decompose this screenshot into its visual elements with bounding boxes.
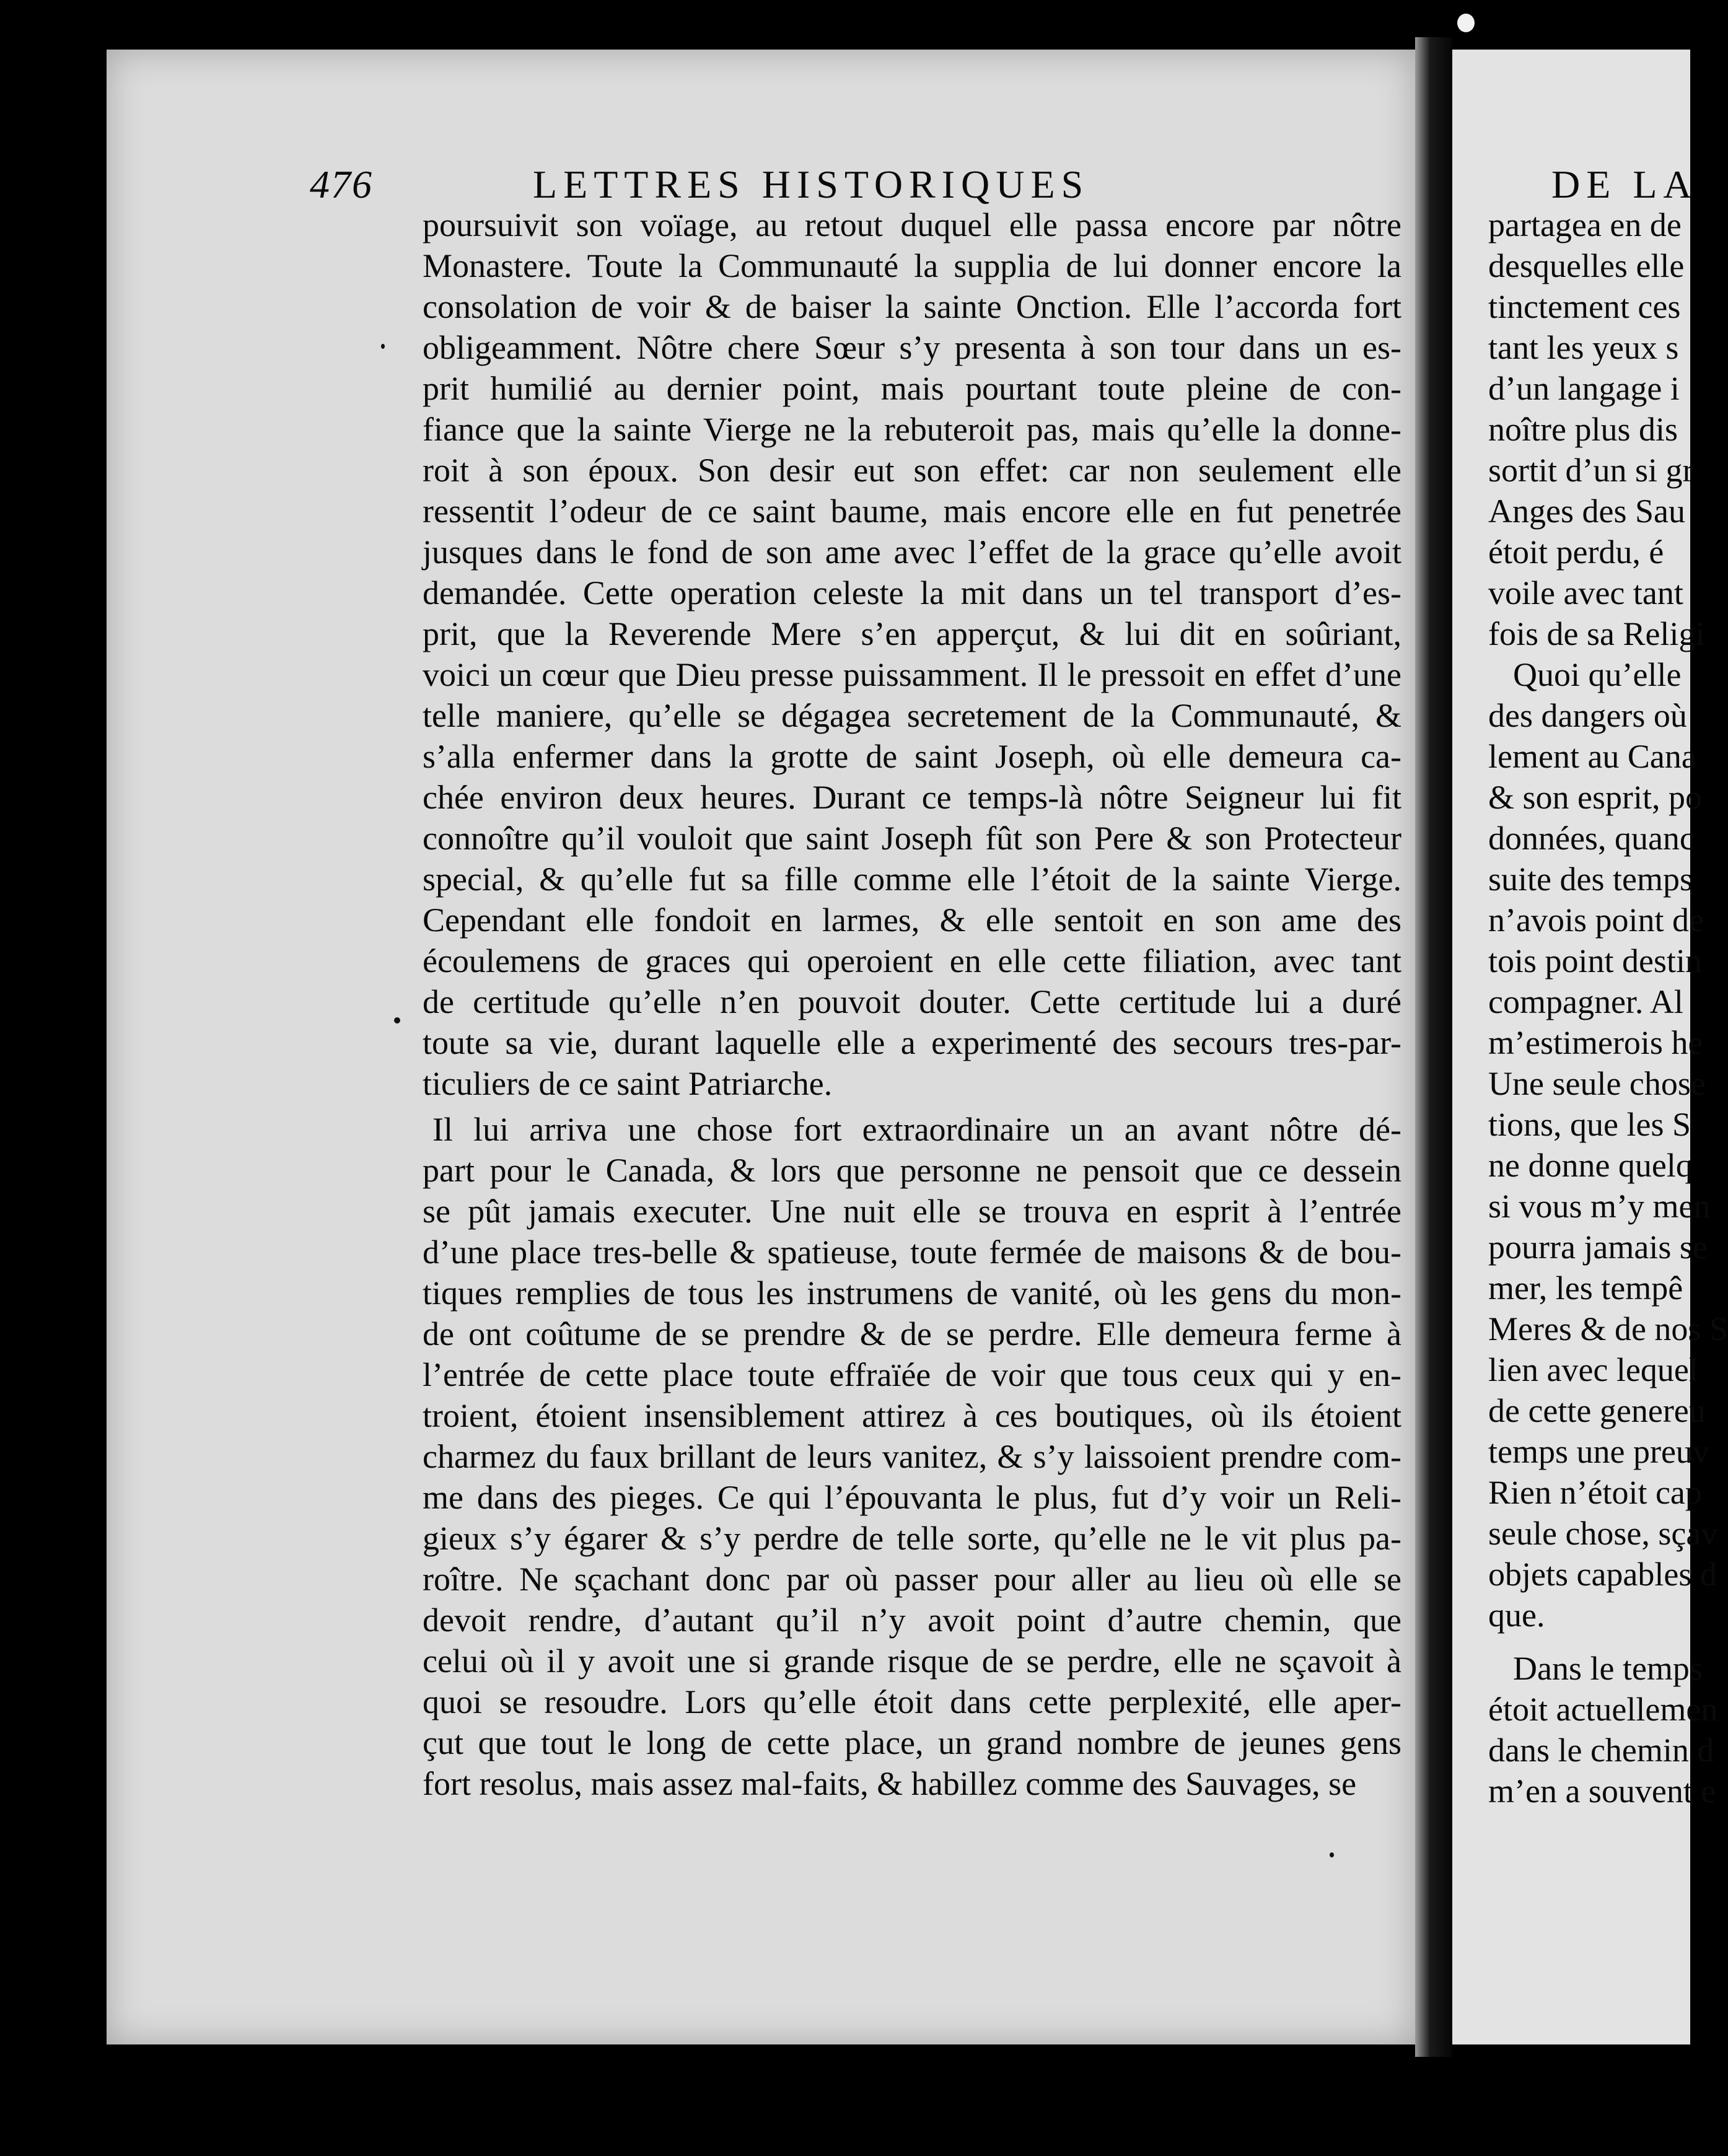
text-line: fort resolus, mais assez mal-faits, & habillez comme des Sauvages, se bbox=[423, 1765, 1357, 1802]
right-text-line: suite des temps bbox=[1488, 861, 1693, 898]
right-page bbox=[1452, 50, 1728, 2044]
text-line: gieux s’y égarer & s’y perdre de telle sorte, qu’elle ne le vit plus pa- bbox=[423, 1520, 1401, 1557]
text-line: Cependant elle fondoit en larmes, & elle sentoit en son ame des bbox=[423, 901, 1401, 939]
right-text-block bbox=[1488, 204, 1728, 1812]
right-text-line: que. bbox=[1488, 1597, 1545, 1634]
right-text-line: lien avec lequel bbox=[1488, 1351, 1698, 1388]
right-text-line: Rien n’étoit cap bbox=[1488, 1474, 1702, 1511]
text-line: prit humilié au dernier point, mais pourtant toute pleine de con- bbox=[423, 370, 1401, 407]
right-text-line: desquelles elle bbox=[1488, 247, 1685, 284]
right-text-line: fois de sa Religi bbox=[1488, 615, 1705, 652]
text-line: roître. Ne sçachant donc par où passer pour aller au lieu où elle se bbox=[423, 1561, 1401, 1598]
right-text-line: & son esprit, po bbox=[1488, 779, 1702, 816]
right-text-line: d’un langage i bbox=[1488, 370, 1680, 407]
text-line: Monastere. Toute la Communauté la supplia de lui donner encore la bbox=[423, 247, 1401, 284]
right-text-line: ne donne quelq bbox=[1488, 1147, 1693, 1184]
right-text-line: m’estimerois he bbox=[1488, 1024, 1703, 1061]
right-text-line: m’en a souvent e bbox=[1488, 1773, 1716, 1810]
right-text-line: si vous m’y men bbox=[1488, 1188, 1711, 1225]
right-text-line: noître plus dis bbox=[1488, 411, 1678, 448]
text-line: ressentit l’odeur de ce saint baume, mais encore elle en fut penetrée bbox=[423, 493, 1401, 530]
right-text-line: seule chose, sçav bbox=[1488, 1515, 1718, 1552]
text-line: me dans des pieges. Ce qui l’épouvanta le plus, fut d’y voir un Reli- bbox=[423, 1479, 1401, 1516]
page-number: 476 bbox=[310, 162, 373, 206]
scan-speck bbox=[1330, 1852, 1334, 1857]
text-line: quoi se resoudre. Lors qu’elle étoit dans cette perplexité, elle aper- bbox=[423, 1683, 1401, 1720]
text-line: fiance que la sainte Vierge ne la rebuteroit pas, mais qu’elle la donne- bbox=[423, 411, 1401, 448]
text-line: obligeamment. Nôtre chere Sœur s’y presenta à son tour dans un es- bbox=[423, 329, 1401, 366]
text-line: voici un cœur que Dieu presse puissamment. Il le pressoit en effet d’une bbox=[423, 656, 1401, 693]
scan-speck bbox=[381, 344, 385, 349]
scan-speck bbox=[1457, 14, 1475, 32]
right-text-line: tinctement ces bbox=[1488, 288, 1681, 325]
right-text-line: partagea en de bbox=[1488, 206, 1682, 243]
text-line: celui où il y avoit une si grande risque de se perdre, elle ne sçavoit à bbox=[423, 1642, 1401, 1680]
text-line: roit à son époux. Son desir eut son effet: car non seulement elle bbox=[423, 452, 1401, 489]
text-line: telle maniere, qu’elle se dégagea secretement de la Communauté, & bbox=[423, 697, 1401, 734]
text-line: Il lui arriva une chose fort extraordinaire un an avant nôtre dé- bbox=[432, 1111, 1401, 1148]
right-text-line: tions, que les S bbox=[1488, 1106, 1691, 1143]
text-line: d’une place tres-belle & spatieuse, toute fermée de maisons & de bou- bbox=[423, 1234, 1401, 1271]
right-text-line: Anges des Sau bbox=[1488, 493, 1685, 530]
right-text-line: de cette genereu bbox=[1488, 1392, 1706, 1429]
text-line: prit, que la Reverende Mere s’en apperçut, & lui dit en soûriant, bbox=[423, 615, 1401, 652]
text-line: çut que tout le long de cette place, un grand nombre de jeunes gens bbox=[423, 1724, 1401, 1761]
text-line: charmez du faux brillant de leurs vanitez, & s’y laissoient prendre com- bbox=[423, 1438, 1401, 1475]
text-line: de certitude qu’elle n’en pouvoit douter. Cette certitude lui a duré bbox=[423, 983, 1401, 1020]
right-text-line: mer, les tempê bbox=[1488, 1269, 1683, 1307]
right-text-line: sortit d’un si gr bbox=[1488, 452, 1694, 489]
book-gutter bbox=[1415, 37, 1452, 2057]
text-line: demandée. Cette operation celeste la mit dans un tel transport d’es- bbox=[423, 574, 1401, 611]
text-line: toute sa vie, durant laquelle elle a experimenté des secours tres-par- bbox=[423, 1024, 1401, 1061]
right-text-line: objets capables d bbox=[1488, 1556, 1717, 1593]
right-text-line: Une seule chose bbox=[1488, 1065, 1706, 1102]
right-text-line: voile avec tant bbox=[1488, 574, 1683, 611]
right-text-line: étoit actuellemen bbox=[1488, 1691, 1718, 1728]
left-text-block bbox=[423, 204, 1401, 1804]
text-line: connoître qu’il vouloit que saint Joseph fût son Pere & son Protecteur bbox=[423, 820, 1401, 857]
right-text-line: étoit perdu, é bbox=[1488, 533, 1664, 571]
running-title: LETTRES HISTORIQUES bbox=[533, 162, 1090, 206]
right-text-line: des dangers où bbox=[1488, 697, 1687, 734]
text-line: l’entrée de cette place toute effraïée de voir que tous ceux qui y en- bbox=[423, 1356, 1401, 1393]
right-text-line: tant les yeux s bbox=[1488, 329, 1679, 366]
right-text-line: données, quanc bbox=[1488, 820, 1695, 857]
right-running-title: DE LA bbox=[1551, 162, 1698, 206]
text-line: jusques dans le fond de son ame avec l’effet de la grace qu’elle avoit bbox=[423, 533, 1401, 571]
text-line: part pour le Canada, & lors que personne ne pensoit que ce dessein bbox=[423, 1152, 1401, 1189]
text-line: se pût jamais executer. Une nuit elle se trouva en esprit à l’entrée bbox=[423, 1193, 1401, 1230]
right-text-line: pourra jamais se bbox=[1488, 1229, 1708, 1266]
right-text-line: compagner. Al bbox=[1488, 983, 1683, 1020]
text-line: devoit rendre, d’autant qu’il n’y avoit point d’autre chemin, que bbox=[423, 1602, 1401, 1639]
text-line: poursuivit son voïage, au retout duquel elle passa encore par nôtre bbox=[423, 206, 1401, 243]
text-line: écoulemens de graces qui operoient en elle cette filiation, avec tant bbox=[423, 942, 1401, 979]
right-text-line: n’avois point de bbox=[1488, 901, 1704, 939]
text-line: s’alla enfermer dans la grotte de saint Joseph, où elle demeura ca- bbox=[423, 738, 1401, 775]
right-text-line: Quoi qu’elle bbox=[1513, 656, 1682, 693]
text-line: consolation de voir & de baiser la sainte Onction. Elle l’accorda fort bbox=[423, 288, 1401, 325]
right-text-line: dans le chemin d bbox=[1488, 1732, 1714, 1769]
scan-speck bbox=[394, 1017, 400, 1023]
right-text-line: Meres & de nos S bbox=[1488, 1310, 1728, 1348]
text-line: special, & qu’elle fut sa fille comme elle l’étoit de la sainte Vierge. bbox=[423, 861, 1401, 898]
text-line: de ont coûtume de se prendre & de se perdre. Elle demeura ferme à bbox=[423, 1315, 1401, 1352]
right-text-line: lement au Cana bbox=[1488, 738, 1696, 775]
right-text-line: Dans le temps bbox=[1513, 1650, 1703, 1687]
text-line: tiques remplies de tous les instrumens de vanité, où les gens du mon- bbox=[423, 1274, 1401, 1312]
right-text-line: temps une preuv bbox=[1488, 1433, 1709, 1470]
text-line: chée environ deux heures. Durant ce temps-là nôtre Seigneur lui fit bbox=[423, 779, 1401, 816]
right-text-line: tois point destin bbox=[1488, 942, 1703, 979]
text-line: troient, étoient insensiblement attirez à ces boutiques, où ils étoient bbox=[423, 1397, 1401, 1434]
text-line: ticuliers de ce saint Patriarche. bbox=[423, 1065, 833, 1102]
